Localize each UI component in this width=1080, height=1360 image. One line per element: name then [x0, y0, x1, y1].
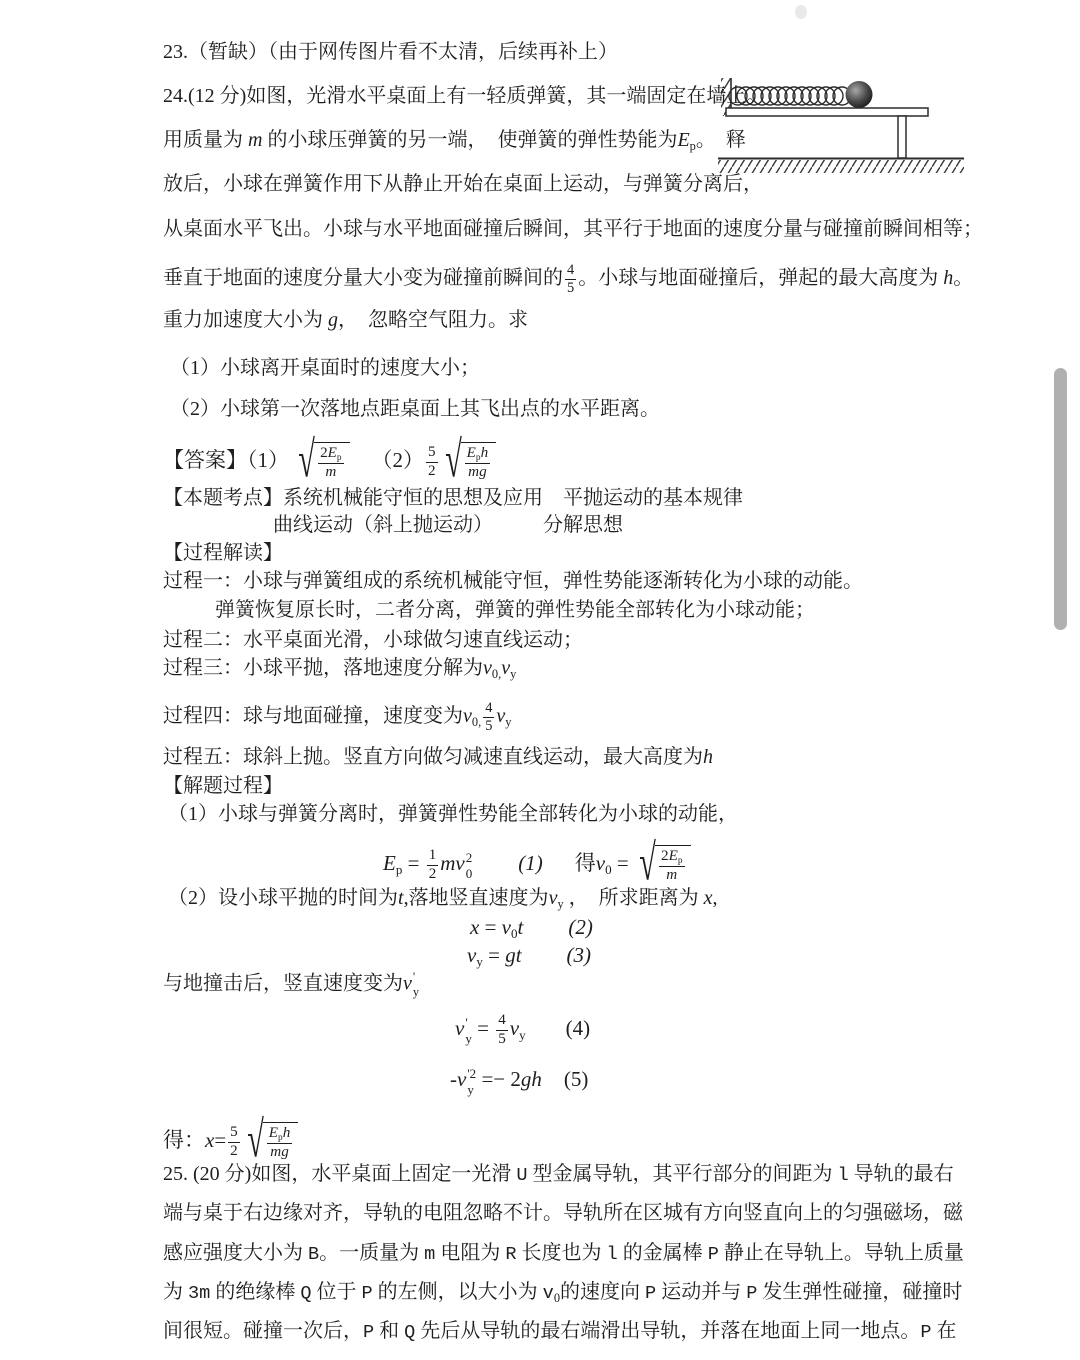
q24-subquestion-1: （1）小球离开桌面时的速度大小；: [170, 357, 480, 379]
q24-intro-line3: 放后，小球在弹簧作用下从静止开始在桌面上运动，与弹簧分离后，: [163, 173, 763, 195]
equation-4: v ' y = $\frac{4}{5}$ $v_y$ (4): [455, 1012, 591, 1047]
equation-1: $E_p$ = $\frac{1}{2}$ mv 2 0 (1) 得$v_0$ = √ $\frac{2E_p}{m}$: [383, 845, 691, 885]
solution-p3-line: 与地撞击后，竖直速度变为v ' y: [163, 970, 420, 1000]
process-2-line: 过程二：水平桌面光滑，小球做匀速直线运动；: [163, 629, 583, 651]
process-1a-line: 过程一：小球与弹簧组成的系统机械能守恒，弹性势能逐渐转化为小球的动能。: [163, 570, 863, 592]
keypoints-line2: 曲线运动（斜上抛运动） 分解思想: [273, 514, 623, 536]
process-4-line: 过程四：球与地面碰撞，速度变为$v_{0,}$ $\frac{4}{5}$ $v_y$: [163, 700, 512, 734]
q24-intro-line5: 垂直于地面的速度分量大小变为碰撞前瞬间的 $\frac{4}{5}$ 。小球与地面碰撞后，弹起的最大高度为 h。: [163, 262, 974, 296]
q25-line2: 端与桌于右边缘对齐，导轨的电阻忽略不计。导轨所在区城有方向竖直向上的匀强磁场，磁: [163, 1202, 963, 1224]
equation-5: -v '2 y =− 2gh (5): [450, 1065, 589, 1097]
q25-line3: 感应强度大小为 B。一质量为 m 电阻为 R 长度也为 l 的金属棒 P 静止在导轨上。导轨上质量: [163, 1242, 964, 1265]
equation-3: $v_y$ = gt (3): [467, 943, 592, 970]
ground: [718, 159, 964, 174]
scrollbar-thumb[interactable]: [1054, 368, 1067, 630]
ball: [846, 81, 873, 108]
q23-line: 23.（暂缺）（由于网传图片看不太清，后续再补上）: [163, 41, 618, 63]
q25-line1: 25. (20 分)如图，水平桌面上固定一光滑 U 型金属导轨，其平行部分的间距为 l 导轨的最右: [163, 1163, 954, 1186]
q24-subquestion-2: （2）小球第一次落地点距桌面上其飞出点的水平距离。: [170, 398, 660, 420]
solution-p2-line: （2）设小球平抛的时间为t,落地竖直速度为$v_y$ ， 所求距离为 x,: [168, 887, 718, 911]
q25-line4: 为 3m 的绝缘棒 Q 位于 P 的左侧，以大小为 $v_0$的速度向 P 运动并与 P 发生弹性碰撞，碰撞时: [163, 1281, 963, 1305]
q25-line5: 间很短。碰撞一次后，P 和 Q 先后从导轨的最右端滑出导轨，并落在地面上同一地点。P 在: [163, 1320, 957, 1343]
process-header: 【过程解读】: [163, 542, 283, 564]
q24-intro-line4: 从桌面水平飞出。小球与水平地面碰撞后瞬间，其平行于地面的速度分量与碰撞前瞬间相等；: [163, 218, 983, 240]
final-answer-line: 得：x= $\frac{5}{2}$ √ $\frac{E_ph}{mg}$: [163, 1122, 298, 1162]
solution-p1-line: （1）小球与弹簧分离时，弹簧弹性势能全部转化为小球的动能，: [168, 803, 738, 825]
process-3-line: 过程三：小球平抛，落地速度分解为$v_{0,}v_y$: [163, 657, 517, 681]
keypoints-line1: 【本题考点】系统机械能守恒的思想及应用 平抛运动的基本规律: [163, 487, 743, 509]
table: [726, 108, 928, 158]
scan-smudge-mark: [795, 5, 807, 19]
equation-2: $x = v_0t$ (2): [470, 915, 593, 942]
answer-line: 【答案】（1） √ $\frac{2E_p}{m}$ （2） $\frac{5}{2}$ √ $\frac{E_ph}{mg}$: [163, 442, 496, 482]
solution-header: 【解题过程】: [163, 775, 283, 797]
q24-intro-line1: 24.(12 分)如图，光滑水平桌面上有一轻质弹簧，其一端固定在墙上。: [163, 85, 767, 107]
process-1b-line: 弹簧恢复原长时，二者分离，弹簧的弹性势能全部转化为小球动能；: [215, 599, 815, 621]
q24-intro-line2: 用质量为 m 的小球压弹簧的另一端， 使弹簧的弹性势能为$E_p$。 释: [163, 129, 746, 153]
process-5-line: 过程五：球斜上抛。竖直方向做匀减速直线运动，最大高度为h: [163, 746, 713, 768]
q24-intro-line6: 重力加速度大小为 g， 忽略空气阻力。求: [163, 309, 528, 331]
